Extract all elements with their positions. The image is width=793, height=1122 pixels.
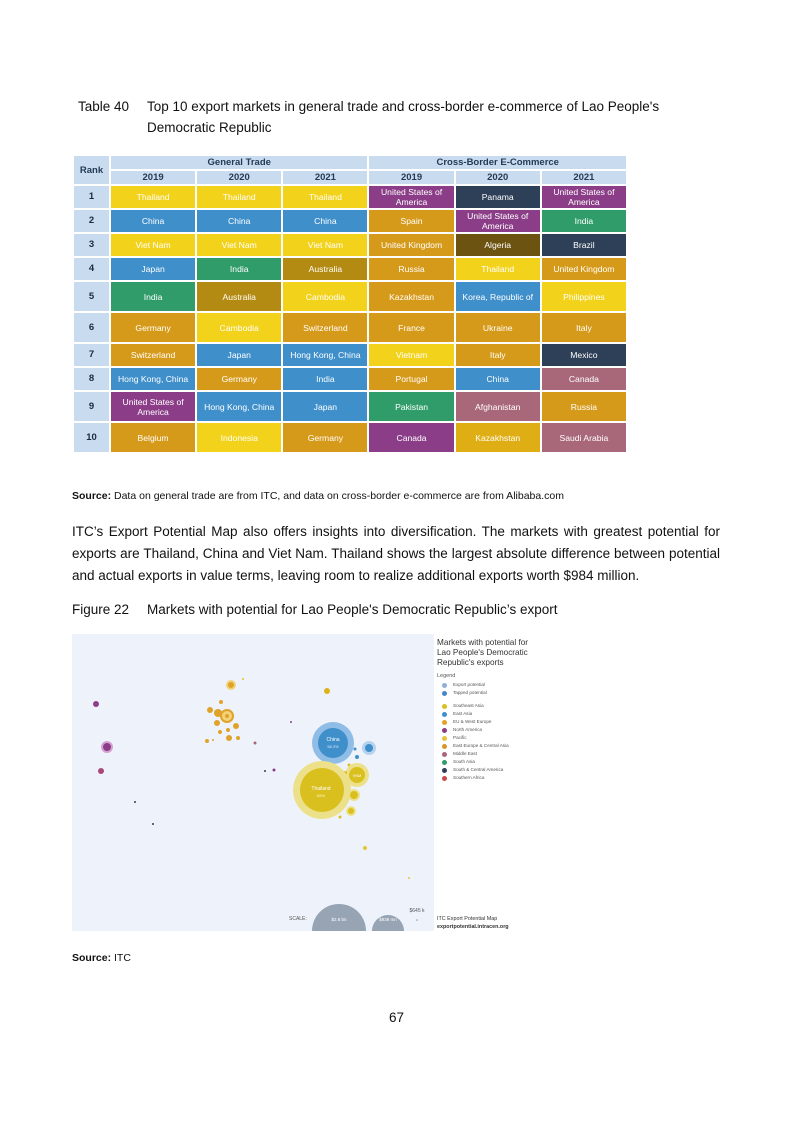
market-bubble <box>349 790 359 800</box>
table-number: Table 40 <box>78 99 130 114</box>
legend-item: South Asia <box>437 758 552 766</box>
rank-cell: 8 <box>74 368 109 390</box>
market-bubble <box>227 681 235 689</box>
legend-item: Southeast Asia <box>437 702 552 710</box>
market-bubble <box>225 714 229 718</box>
thailand-sublabel: 65% <box>316 793 326 798</box>
table-cell: China <box>197 210 281 232</box>
scale-label: SCALE: <box>289 916 307 922</box>
legend-item: Southern Africa <box>437 774 552 782</box>
table-cell: Brazil <box>542 234 626 256</box>
table-cell: Vietnam <box>369 344 453 366</box>
table-source <box>72 490 564 502</box>
legend-title-line: Lao People's Democratic <box>437 648 528 657</box>
bubble-map <box>72 634 434 931</box>
table-caption <box>78 97 718 139</box>
table-cell: Afghanistan <box>456 392 540 421</box>
table-cell: United States of America <box>542 186 626 208</box>
table-cell: United Kingdom <box>369 234 453 256</box>
year-header: 2020 <box>456 171 540 184</box>
market-bubble <box>290 721 292 723</box>
table-cell: Japan <box>111 258 195 280</box>
market-bubble <box>152 823 154 825</box>
market-bubble <box>212 739 214 741</box>
market-bubble <box>214 720 220 726</box>
table-cell: Mexico <box>542 344 626 366</box>
china-bubble-inner <box>318 728 348 758</box>
table-cell: Algeria <box>456 234 540 256</box>
legend-dot-icon <box>442 776 447 781</box>
table-cell: India <box>111 282 195 311</box>
figure-source <box>72 952 131 964</box>
market-bubble <box>355 755 359 759</box>
table-cell: China <box>456 368 540 390</box>
table-cell: Canada <box>369 423 453 452</box>
table-cell: Hong Kong, China <box>197 392 281 421</box>
rank-cell: 9 <box>74 392 109 421</box>
year-header: 2019 <box>369 171 453 184</box>
table-cell: Germany <box>283 423 367 452</box>
export-markets-table <box>72 154 628 454</box>
market-bubble <box>226 728 230 732</box>
market-bubble <box>365 744 373 752</box>
general-trade-header: General Trade <box>111 156 367 169</box>
table-row <box>74 392 626 421</box>
legend-dot-icon <box>442 712 447 717</box>
table-cell: United Kingdom <box>542 258 626 280</box>
market-bubble <box>242 678 244 680</box>
table-cell: China <box>283 210 367 232</box>
table-row <box>74 368 626 390</box>
source-label: Source: <box>72 952 112 964</box>
source-text: ITC <box>111 952 131 964</box>
table-cell: Panama <box>456 186 540 208</box>
legend-title-line: Markets with potential for <box>437 638 529 647</box>
table-cell: United States of America <box>456 210 540 232</box>
legend-dot-icon <box>442 736 447 741</box>
market-bubble <box>134 801 136 803</box>
table-cell: Pakistan <box>369 392 453 421</box>
legend-dot-icon <box>442 691 447 696</box>
table-cell: Kazakhstan <box>456 423 540 452</box>
table-cell: Belgium <box>111 423 195 452</box>
market-bubble <box>347 807 355 815</box>
market-bubble <box>354 748 357 751</box>
legend-item: Export potential <box>437 681 552 689</box>
legend-dot-icon <box>442 728 447 733</box>
legend-dot-icon <box>442 720 447 725</box>
legend-dot-icon <box>442 752 447 757</box>
table-cell: Switzerland <box>111 344 195 366</box>
table-cell: Thailand <box>283 186 367 208</box>
market-bubble <box>254 742 257 745</box>
table-cell: Viet Nam <box>283 234 367 256</box>
table-row <box>74 258 626 280</box>
table-cell: Saudi Arabia <box>542 423 626 452</box>
year-header: 2019 <box>111 171 195 184</box>
legend-title-line: Republic's exports <box>437 658 504 667</box>
table-cell: Thailand <box>197 186 281 208</box>
vietnam-label: VNM <box>352 774 362 778</box>
market-bubble <box>339 816 342 819</box>
scale-value-medium: $939 mn <box>379 917 397 922</box>
table-cell: Portugal <box>369 368 453 390</box>
table-cell: United States of America <box>369 186 453 208</box>
source-text: Data on general trade are from ITC, and data on cross-border e-commerce are from Alibaba.com <box>111 490 564 502</box>
figure-title: Markets with potential for Lao People's Democratic Republic’s export <box>147 602 558 617</box>
market-bubble <box>408 877 410 879</box>
rank-cell: 7 <box>74 344 109 366</box>
thailand-label: Thailand <box>311 786 331 792</box>
table-cell: India <box>283 368 367 390</box>
legend-item: EU & West Europe <box>437 718 552 726</box>
table-row <box>74 186 626 208</box>
table-cell: Switzerland <box>283 313 367 342</box>
cbe-header: Cross-Border E-Commerce <box>369 156 626 169</box>
source-label: Source: <box>72 490 112 502</box>
table-cell: Indonesia <box>197 423 281 452</box>
table-cell: Philippines <box>542 282 626 311</box>
table-cell: Cambodia <box>197 313 281 342</box>
figure-caption <box>72 600 712 622</box>
rank-cell: 2 <box>74 210 109 232</box>
rank-cell: 5 <box>74 282 109 311</box>
legend-dot-icon <box>442 760 447 765</box>
legend-dot-icon <box>442 768 447 773</box>
china-sublabel: 58.3% <box>327 744 339 749</box>
legend-item: Pacific <box>437 734 552 742</box>
table-cell: Canada <box>542 368 626 390</box>
table-cell: India <box>542 210 626 232</box>
table-cell: Cambodia <box>283 282 367 311</box>
table-cell: Viet Nam <box>111 234 195 256</box>
market-bubble <box>324 688 330 694</box>
market-bubble <box>264 770 266 772</box>
table-cell: Russia <box>369 258 453 280</box>
table-cell: Viet Nam <box>197 234 281 256</box>
market-bubble <box>102 742 112 752</box>
figure-number: Figure 22 <box>72 602 130 617</box>
table-row <box>74 423 626 452</box>
table-cell: Russia <box>542 392 626 421</box>
table-row <box>74 344 626 366</box>
market-bubble <box>207 707 213 713</box>
year-header: 2021 <box>542 171 626 184</box>
rank-cell: 3 <box>74 234 109 256</box>
table-row <box>74 210 626 232</box>
table-cell: Thailand <box>111 186 195 208</box>
table-cell: Australia <box>283 258 367 280</box>
table-cell: Australia <box>197 282 281 311</box>
legend-label: Legend <box>437 673 456 679</box>
table-cell: Spain <box>369 210 453 232</box>
figure-credit-link[interactable]: exportpotential.intracen.org <box>437 924 509 930</box>
table-cell: Germany <box>197 368 281 390</box>
legend-dot-icon <box>442 704 447 709</box>
market-bubble <box>98 768 104 774</box>
scale-value-large: $2.8 bn <box>331 917 347 922</box>
year-header: 2020 <box>197 171 281 184</box>
legend-item: South & Central America <box>437 766 552 774</box>
table-cell: Germany <box>111 313 195 342</box>
market-bubble <box>416 919 418 921</box>
rank-header: Rank <box>74 156 109 184</box>
market-bubble <box>233 723 239 729</box>
legend-dot-icon <box>442 683 447 688</box>
figure-legend <box>437 638 552 782</box>
table-cell: Korea, Republic of <box>456 282 540 311</box>
page-number: 67 <box>388 1010 405 1025</box>
market-bubble <box>205 739 209 743</box>
body-paragraph: ITC’s Export Potential Map also offers insights into diversification. The markets with greatest potential for exports are Thailand, China and Viet Nam. Thailand shows the largest absolute difference between potential and actual exports in value terms, leaving room to realize additional exports worth $984 million. <box>72 524 720 583</box>
market-bubble <box>363 846 367 850</box>
table-cell: Hong Kong, China <box>111 368 195 390</box>
market-bubble <box>226 735 232 741</box>
table-cell: China <box>111 210 195 232</box>
table-cell: Kazakhstan <box>369 282 453 311</box>
table-cell: United States of America <box>111 392 195 421</box>
market-bubble <box>273 769 276 772</box>
bubble-svg <box>72 634 434 931</box>
legend-item: Middle East <box>437 750 552 758</box>
year-header: 2021 <box>283 171 367 184</box>
scale-value-small: $645 k <box>409 908 425 914</box>
rank-cell: 1 <box>74 186 109 208</box>
table-cell: Japan <box>197 344 281 366</box>
legend-dot-icon <box>442 744 447 749</box>
table-cell: India <box>197 258 281 280</box>
table-row <box>74 282 626 311</box>
rank-cell: 10 <box>74 423 109 452</box>
rank-cell: 6 <box>74 313 109 342</box>
table-cell: Thailand <box>456 258 540 280</box>
legend-item: North America <box>437 726 552 734</box>
table-cell: France <box>369 313 453 342</box>
table-cell: Italy <box>456 344 540 366</box>
market-bubble <box>218 730 222 734</box>
table-title-line2: Democratic Republic <box>147 120 272 135</box>
legend-item: East Europe & Central Asia <box>437 742 552 750</box>
table-cell: Italy <box>542 313 626 342</box>
figure-credit: ITC Export Potential Map <box>437 916 498 922</box>
market-bubble <box>93 701 99 707</box>
market-bubble <box>219 700 223 704</box>
china-label: China <box>326 737 340 743</box>
table-cell: Hong Kong, China <box>283 344 367 366</box>
rank-cell: 4 <box>74 258 109 280</box>
legend-item: East Asia <box>437 710 552 718</box>
table-title-line1: Top 10 export markets in general trade and cross-border e-commerce of Lao People's <box>147 99 660 114</box>
table-cell: Ukraine <box>456 313 540 342</box>
legend-item: Tapped potential <box>437 689 552 697</box>
table-row <box>74 313 626 342</box>
market-bubble <box>236 736 240 740</box>
table-row <box>74 234 626 256</box>
export-potential-map <box>72 634 552 931</box>
table-cell: Japan <box>283 392 367 421</box>
